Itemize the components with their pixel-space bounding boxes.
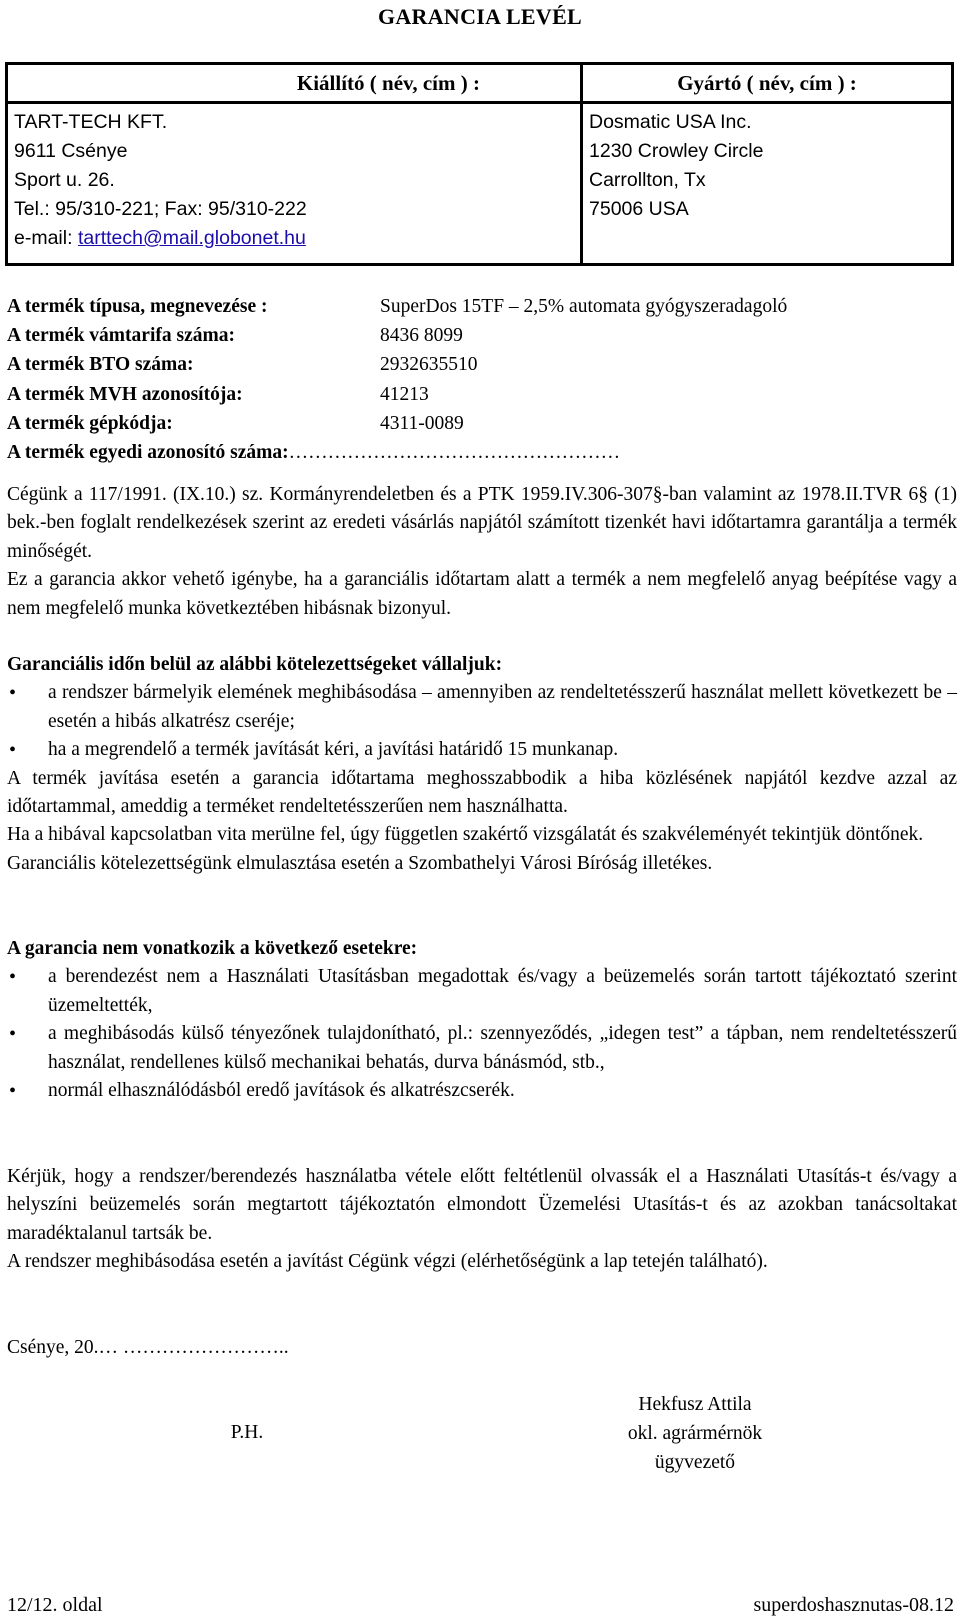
obligations-section: [7, 651, 957, 878]
paragraph: Ha a hibával kapcsolatban vita merülne fel, úgy független szakértő vizsgálatát és szakvéleményét tekintjük döntőnek.: [7, 824, 924, 846]
list-item: • a berendezést nem a Használati Utasításban megadottak és/vagy a beüzemelés során tartott tájékoztató szerint üzemeltették,: [7, 963, 957, 1020]
spec-row: [7, 380, 947, 409]
email-link[interactable]: tarttech@mail.globonet.hu: [77, 227, 306, 249]
spec-label: A termék típusa, megnevezése :: [7, 296, 268, 317]
obligations-list: [7, 679, 957, 764]
page-title: GARANCIA LEVÉL: [377, 4, 583, 29]
manufacturer-heading: Gyártó ( név, cím ) :: [582, 64, 953, 103]
issuer-email-line: [14, 224, 574, 253]
spec-row: [7, 321, 947, 350]
spec-label: A termék egyedi azonosító száma:: [7, 442, 289, 464]
spec-value: ……………………………………………: [288, 442, 621, 464]
paragraph: Kérjük, hogy a rendszer/berendezés használatba vétele előtt feltétlenül olvassák el a Használati Utasítás-t és/vagy a helyszíni beüzemelés során megtartott tájékoztatón elmondott Üzemelési Utasítás-t és az azokban tanácsoltakat maradéktalanul tartsák be.: [7, 1166, 957, 1244]
section-heading: Garanciális időn belül az alábbi kötelezettségeket vállaljuk:: [7, 654, 503, 675]
list-item: • ha a megrendelő a termék javítását kéri, a javítási határidő 15 munkanap.: [7, 736, 957, 764]
document-id: superdoshasznutas-08.12: [753, 1594, 954, 1616]
spec-label: A termék vámtarifa száma:: [7, 325, 235, 347]
spec-value: 4311-0089: [380, 412, 464, 434]
warranty-intro: [7, 481, 957, 623]
issuer-line: 9611 Csénye: [14, 140, 128, 162]
spec-value: SuperDos 15TF – 2,5% automata gyógyszeradagoló: [380, 296, 788, 317]
issuer-heading: Kiállító ( név, cím ) :: [7, 64, 582, 103]
spec-label: A termék BTO száma:: [7, 354, 194, 376]
issuer-address: [7, 103, 582, 265]
manufacturer-line: 1230 Crowley Circle: [589, 140, 764, 162]
issuer-line: Sport u. 26.: [14, 169, 115, 191]
signer-title: okl. agrármérnök: [627, 1423, 763, 1444]
list-item: • a meghibásodás külső tényezőnek tulajdonítható, pl.: szennyeződés, „idegen test” a tápban, nem rendeltetésszerű használat, rendellenes külső mechanikai behatás, durva bánásmód, stb.,: [7, 1020, 957, 1077]
page-number: 12/12. oldal: [7, 1594, 103, 1616]
list-item: • a rendszer bármelyik elemének meghibásodása – amennyiben az rendeltetésszerű használat mellett következett be – esetén a hibás alkatrész cseréje;: [7, 679, 957, 736]
paragraph: A termék javítása esetén a garancia időtartama meghosszabbodik a hiba közlésének napjától kezdve azzal az időtartammal, ameddig a terméket rendeltetésszerűen nem használhatta.: [7, 767, 957, 818]
paragraph: Garanciális kötelezettségünk elmulasztása esetén a Szombathelyi Városi Bíróság illetékes.: [7, 852, 713, 874]
exclusions-section: [7, 935, 957, 1105]
signature-block: [560, 1390, 830, 1477]
spec-value: 2932635510: [380, 354, 478, 376]
issuer-line: Tel.: 95/310-221; Fax: 95/310-222: [14, 198, 307, 220]
list-item: • normál elhasználódásból eredő javítások és alkatrészcserék.: [7, 1077, 957, 1105]
issuer-line: TART-TECH KFT.: [14, 111, 168, 133]
manufacturer-address: [582, 103, 953, 265]
spec-value: 8436 8099: [380, 325, 463, 347]
issuer-manufacturer-table: [5, 62, 954, 266]
spec-row: [7, 409, 947, 438]
spec-row: [7, 350, 947, 379]
exclusions-list: [7, 963, 957, 1105]
product-specs: [7, 292, 947, 467]
spec-row: [7, 292, 947, 321]
email-label: e-mail:: [14, 227, 78, 249]
spec-row: [7, 438, 947, 467]
paragraph: A rendszer meghibásodása esetén a javítást Cégünk végzi (elérhetőségünk a lap tetején található).: [7, 1251, 768, 1273]
manufacturer-line: Dosmatic USA Inc.: [589, 111, 752, 133]
spec-label: A termék gépkódja:: [7, 412, 173, 434]
signer-name: Hekfusz Attila: [638, 1394, 752, 1415]
manufacturer-line: Carrollton, Tx: [589, 169, 706, 191]
section-heading: A garancia nem vonatkozik a következő esetekre:: [7, 938, 418, 959]
date-line: Csénye, 20.… ……………………..: [7, 1337, 289, 1358]
spec-label: A termék MVH azonosítója:: [7, 383, 243, 405]
spec-value: 41213: [380, 383, 429, 405]
closing-section: [7, 1163, 957, 1277]
paragraph: Ez a garancia akkor vehető igénybe, ha a garanciális időtartam alatt a termék a nem megfelelő anyag beépítése vagy a nem megfelelő munka következtében hibásnak bizonyul.: [7, 569, 957, 619]
manufacturer-line: 75006 USA: [589, 198, 689, 220]
paragraph: Cégünk a 117/1991. (IX.10.) sz. Kormányrendeletben és a PTK 1959.IV.306-307§-ban valamint az 1978.II.TVR 6§ (1) bek.-ben foglalt rendelkezések szerint az eredeti vásárlás napjától számított tizenkét havi időtartamra garantálja a termék minőségét.: [7, 484, 957, 562]
stamp-label: P.H.: [230, 1422, 264, 1443]
signer-role: ügyvezető: [654, 1452, 736, 1473]
